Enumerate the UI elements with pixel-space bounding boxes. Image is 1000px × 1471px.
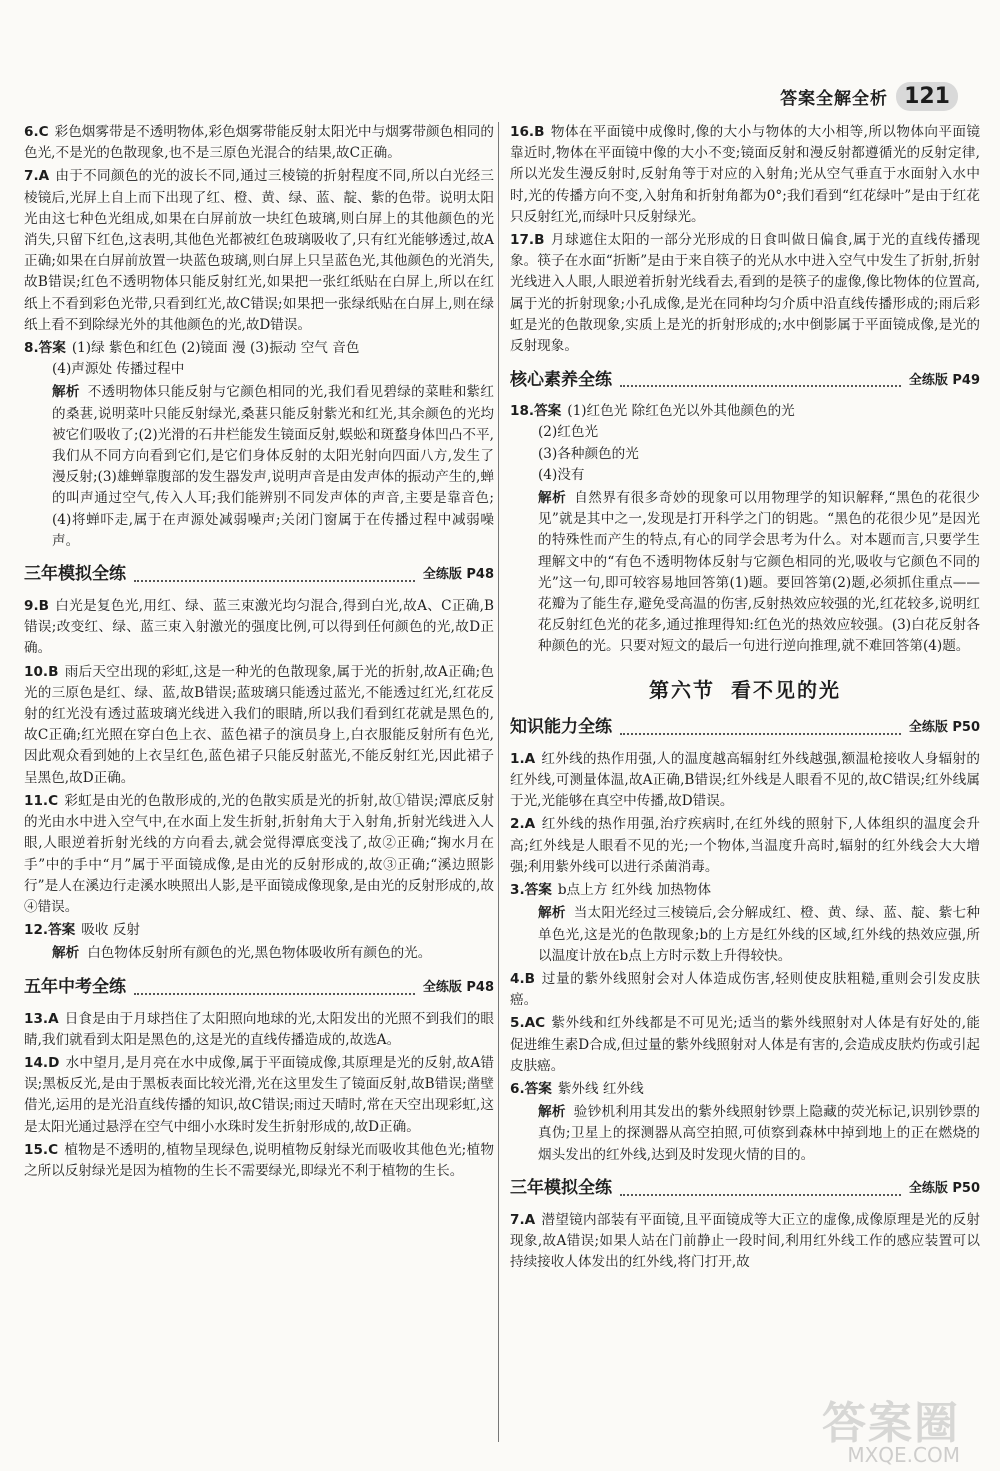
item-label: 6.C	[24, 124, 49, 140]
answer-label: 3.答案	[510, 882, 552, 899]
section-dots	[620, 373, 901, 387]
answer-item	[24, 662, 494, 789]
answer-label: 6.答案	[510, 1080, 552, 1097]
section-ref: 全练版 P50	[908, 720, 980, 736]
section-ref: 全练版 P48	[422, 567, 494, 583]
answer-item	[510, 969, 980, 1011]
item-text: 红外线的热作用强,人的温度越高辐射红外线越强,额温枪接收人身辐射的红外线,可测量体温,故A正确,B错误;红外线是人眼看不见的,故C错误;红外线属于光,光能够在真空中传播,故D错误。	[510, 750, 980, 810]
answer-item	[24, 791, 494, 918]
analysis-block	[24, 943, 494, 964]
answer-item	[510, 749, 980, 813]
answer-item	[510, 1210, 980, 1274]
page-number: 121	[896, 82, 958, 111]
section-title: 三年模拟全练	[510, 1178, 612, 1199]
watermark-logo: 答案圈	[822, 1398, 960, 1449]
answer-block	[510, 1079, 980, 1100]
analysis-block	[24, 382, 494, 552]
analysis-block	[510, 903, 980, 967]
column-divider	[498, 122, 499, 1442]
answer-item	[510, 814, 980, 878]
answer-item	[510, 230, 980, 357]
section-header	[510, 367, 980, 393]
answer-block	[24, 920, 494, 941]
answer-line: 紫外线 红外线	[557, 1080, 644, 1097]
analysis-tag: 解析	[538, 905, 566, 922]
item-label: 4.B	[510, 970, 535, 987]
analysis-text: 不透明物体只能反射与它颜色相同的光,我们看见碧绿的菜畦和紫红的桑葚,说明菜叶只能反射绿光,桑葚只能反射紫光和红光,其余颜色的光均被它们吸收了;(2)光滑的石井栏能发生镜面反射,蜈蚣和斑蝥身体凹凸不平,我们从不同方向看到它们,是它们身体反射的太阳光射向四面八方,发生了漫反射;(3)雄蝉靠腹部的发生器发声,说明声音是由发声体的振动产生的,蝉的叫声通过空气,传入人耳;我们能辨别不同发声体的声音,主要是靠音色;(4)将蝉吓走,属于在声源处减弱噪声;关闭门窗属于在传播过程中减弱噪声。	[52, 384, 495, 549]
page-header	[780, 78, 958, 114]
answer-line: (4)声源处 传播过程中	[52, 361, 185, 378]
item-label: 11.C	[24, 792, 59, 809]
section-dots	[134, 981, 415, 995]
answer-line: 吸收 反射	[81, 922, 140, 939]
item-text: 白光是复色光,用红、绿、蓝三束激光均匀混合,得到白光,故A、C正确,B错误;改变红、绿、蓝三束入射激光的强度比例,可以得到任何颜色的光,故D正确。	[24, 598, 494, 657]
section-header	[24, 975, 494, 1001]
answer-block	[510, 401, 980, 486]
section-ref: 全练版 P50	[908, 1181, 980, 1197]
item-label: 13.A	[24, 1010, 59, 1027]
section-ref: 全练版 P49	[908, 372, 980, 388]
answer-line: (1)红色光 除红色光以外其他颜色的光	[567, 403, 795, 420]
answer-item	[24, 122, 494, 164]
section-dots	[620, 1182, 901, 1196]
section-header	[24, 562, 494, 588]
section-ref: 全练版 P48	[422, 979, 494, 995]
section-title: 三年模拟全练	[24, 564, 126, 585]
section-title: 五年中考全练	[24, 976, 126, 997]
section-dots	[620, 721, 901, 735]
item-label: 16.B	[510, 124, 545, 140]
chapter-heading	[510, 677, 980, 702]
item-text: 物体在平面镜中成像时,像的大小与物体的大小相等,所以物体向平面镜靠近时,物体在平面镜中像的大小不变;镜面反射和漫反射都遵循光的反射定律,所以光发生漫反射时,反射角等于对应的入射角;光从空气垂直于水面射入水中时,光的传播方向不变,入射角和折射角都为0°;我们看到“红花绿叶”是由于红花只反射红光,而绿叶只反射绿光。	[510, 124, 980, 225]
item-text: 红外线的热作用强,治疗疾病时,在红外线的照射下,人体组织的温度会升高;红外线是人眼看不见的光;一个物体,当温度升高时,辐射的红外线会大大增强;利用紫外线可以进行杀菌消毒。	[510, 816, 980, 875]
answer-item	[24, 596, 494, 660]
item-text: 过量的紫外线照射会对人体造成伤害,轻则使皮肤粗糙,重则会引发皮肤癌。	[510, 970, 980, 1009]
item-label: 7.A	[510, 1211, 536, 1228]
item-text: 紫外线和红外线都是不可见光;适当的紫外线照射对人体是有好处的,能促进维生素D合成,但过量的紫外线照射对人体是有害的,会造成皮肤灼伤或引起皮肤癌。	[510, 1015, 980, 1074]
analysis-block	[510, 1102, 980, 1166]
item-label: 7.A	[24, 168, 50, 185]
watermark-url: MXQE.COM	[847, 1443, 960, 1467]
answer-line: (1)绿 紫色和红色 (2)镜面 漫 (3)振动 空气 音色	[71, 340, 360, 357]
answer-label: 12.答案	[24, 922, 76, 939]
item-label: 14.D	[24, 1054, 60, 1071]
item-label: 15.C	[24, 1141, 59, 1158]
section-dots	[134, 568, 415, 582]
answer-label: 18.答案	[510, 403, 562, 420]
header-title: 答案全解全析	[780, 88, 889, 109]
analysis-block	[510, 488, 980, 658]
item-text: 彩色烟雾带是不透明物体,彩色烟雾带能反射太阳光中与烟雾带颜色相同的色光,不是光的色散现象,也不是三原色光混合的结果,故C正确。	[24, 124, 494, 162]
section-title: 知识能力全练	[510, 717, 612, 738]
analysis-text: 白色物体反射所有颜色的光,黑色物体吸收所有颜色的光。	[87, 945, 432, 962]
item-text: 植物是不透明的,植物呈现绿色,说明植物反射绿光而吸收其他色光;植物之所以反射绿光是因为植物的生长不需要绿光,即绿光不利于植物的生长。	[24, 1141, 494, 1179]
item-text: 日食是由于月球挡住了太阳照向地球的光,太阳发出的光照不到我们的眼睛,我们就看到太阳是黑色的,这是光的直线传播造成的,故选A。	[24, 1010, 494, 1048]
answer-item	[24, 1140, 494, 1182]
answer-label: 8.答案	[24, 340, 66, 357]
chapter-title: 看不见的光	[731, 677, 841, 702]
item-label: 5.AC	[510, 1015, 546, 1032]
item-label: 17.B	[510, 232, 545, 249]
item-text: 彩虹是由光的色散形成的,光的色散实质是光的折射,故①错误;潭底反射的光由水中进入空气中,在水面上发生折射,折射角大于入射角,折射光线进入人眼,人眼逆着折射光线的方向看去,就会觉得潭底变浅了,故②正确;“掬水月在手”中的手中“月”属于平面镜成像,是由光的反射形成的,故③正确;“溪边照影行”是人在溪边行走溪水映照出人影,是平面镜成像现象,是由光的反射形成的,故④错误。	[24, 792, 494, 915]
analysis-text: 自然界有很多奇妙的现象可以用物理学的知识解释,“黑色的花很少见”就是其中之一,发现是打开科学之门的钥匙。“黑色的花很少见”是因光的特殊性而产生的特点,有心的同学会思考为什么。对本题而言,只要学生理解文中的“有色不透明物体反射与它颜色相同的光,吸收与它颜色不同的光”这一句,即可较容易地回答第(1)题。要回答第(2)题,必须抓住重点——花瓣为了能生存,避免受高温的伤害,反射热效应较强的光,红花较多,说明红花反射红色光的花多,通过推理得知:红色光的热效应较强。(3)白花反射各种颜色的光。只要对短文的最后一句进行逆向推理,就不难回答第(4)题。	[538, 490, 980, 655]
item-text: 雨后天空出现的彩虹,这是一种光的色散现象,属于光的折射,故A正确;色光的三原色是红、绿、蓝,故B错误;蓝玻璃只能透过蓝光,不能透过红光,红花反射的红光没有透过蓝玻璃光线进入我们的眼睛,所以我们看到红花就是黑色的,故C正确;红光照在穿白色上衣、蓝色裙子的演员身上,白衣服能反射所有色光,因此观众看到她的上衣呈红色,蓝色裙子只能反射蓝光,不能反射红光,因此裙子呈黑色,故D正确。	[24, 663, 494, 786]
item-label: 9.B	[24, 598, 49, 615]
section-title: 核心素养全练	[510, 369, 612, 390]
answer-item	[24, 1053, 494, 1138]
item-text: 潜望镜内部装有平面镜,且平面镜成等大正立的虚像,成像原理是光的反射现象,故A错误;如果人站在门前静止一段时间,利用红外线工作的感应装置可以持续接收人体发出的红外线,将门打开,故	[510, 1211, 980, 1271]
answer-line: (4)没有	[538, 466, 585, 483]
analysis-tag: 解析	[52, 384, 80, 401]
item-label: 1.A	[510, 750, 536, 767]
answer-block	[510, 880, 980, 901]
answer-block	[24, 338, 494, 380]
answer-line: (3)各种颜色的光	[538, 445, 639, 462]
item-text: 水中望月,是月亮在水中成像,属于平面镜成像,其原理是光的反射,故A错误;黑板反光,是由于黑板表面比较光滑,光在这里发生了镜面反射,故B错误;凿壁借光,运用的是光沿直线传播的知识,故C错误;雨过天晴时,常在天空出现彩虹,这是太阳光通过悬浮在空气中细小水珠时发生折射形成的,故D正确。	[24, 1054, 494, 1135]
analysis-tag: 解析	[52, 945, 80, 962]
answer-item	[24, 166, 494, 336]
analysis-tag: 解析	[538, 1104, 566, 1121]
right-column	[510, 122, 980, 1275]
answer-item	[510, 122, 980, 228]
answer-line: b点上方 红外线 加热物体	[557, 882, 712, 899]
answer-item	[510, 1013, 980, 1077]
answer-item	[24, 1009, 494, 1051]
section-header	[510, 715, 980, 741]
item-label: 10.B	[24, 663, 59, 680]
item-label: 2.A	[510, 816, 536, 833]
left-column	[24, 122, 494, 1184]
analysis-text: 当太阳光经过三棱镜后,会分解成红、橙、黄、绿、蓝、靛、紫七种单色光,这是光的色散现象;b的上方是红外线的区域,红外线的热效应强,所以温度计放在b点上方时示数上升得较快。	[538, 905, 981, 964]
analysis-tag: 解析	[538, 490, 567, 507]
chapter-number: 第六节	[649, 677, 715, 702]
section-header	[510, 1176, 980, 1202]
item-text: 由于不同颜色的光的波长不同,通过三棱镜的折射程度不同,所以白光经三棱镜后,光屏上自上而下出现了红、橙、黄、绿、蓝、靛、紫的色带。说明太阳光由这七种色光组成,如果在白屏前放一块红色玻璃,则白屏上的其他颜色的光消失,只留下红色,这表明,其他色光都被红色玻璃吸收了,只有红光能够透过,故A正确;如果在白屏前放置一块蓝色玻璃,则白屏上只呈蓝色光,其他颜色的光消失,故B错误;红色不透明物体只能反射红光,如果把一张红纸贴在白屏上,所以在红纸上不看到彩色光带,只看到红光,故C错误;如果把一张绿纸贴在白屏上,则在绿纸上看不到除绿光外的其他颜色的光,故D错误。	[24, 168, 494, 333]
item-text: 月球遮住太阳的一部分光形成的日食叫做日偏食,属于光的直线传播现象。筷子在水面“折断”是由于来自筷子的光从水中进入空气中发生了折射,折射光线进入人眼,人眼逆着折射光线看去,看到的是筷子的虚像,像比物体的位置高,属于光的折射现象;小孔成像,是光在同种均匀介质中沿直线传播形成的;雨后彩虹是光的色散现象,实质上是光的折射形成的;水中倒影属于平面镜成像,是光的反射现象。	[510, 232, 980, 355]
answer-line: (2)红色光	[538, 424, 599, 441]
analysis-text: 验钞机利用其发出的紫外线照射钞票上隐藏的荧光标记,识别钞票的真伪;卫星上的探测器从高空拍照,可侦察到森林中掉到地上的正在燃烧的烟头发出的红外线,达到及时发现火情的目的。	[538, 1104, 981, 1163]
